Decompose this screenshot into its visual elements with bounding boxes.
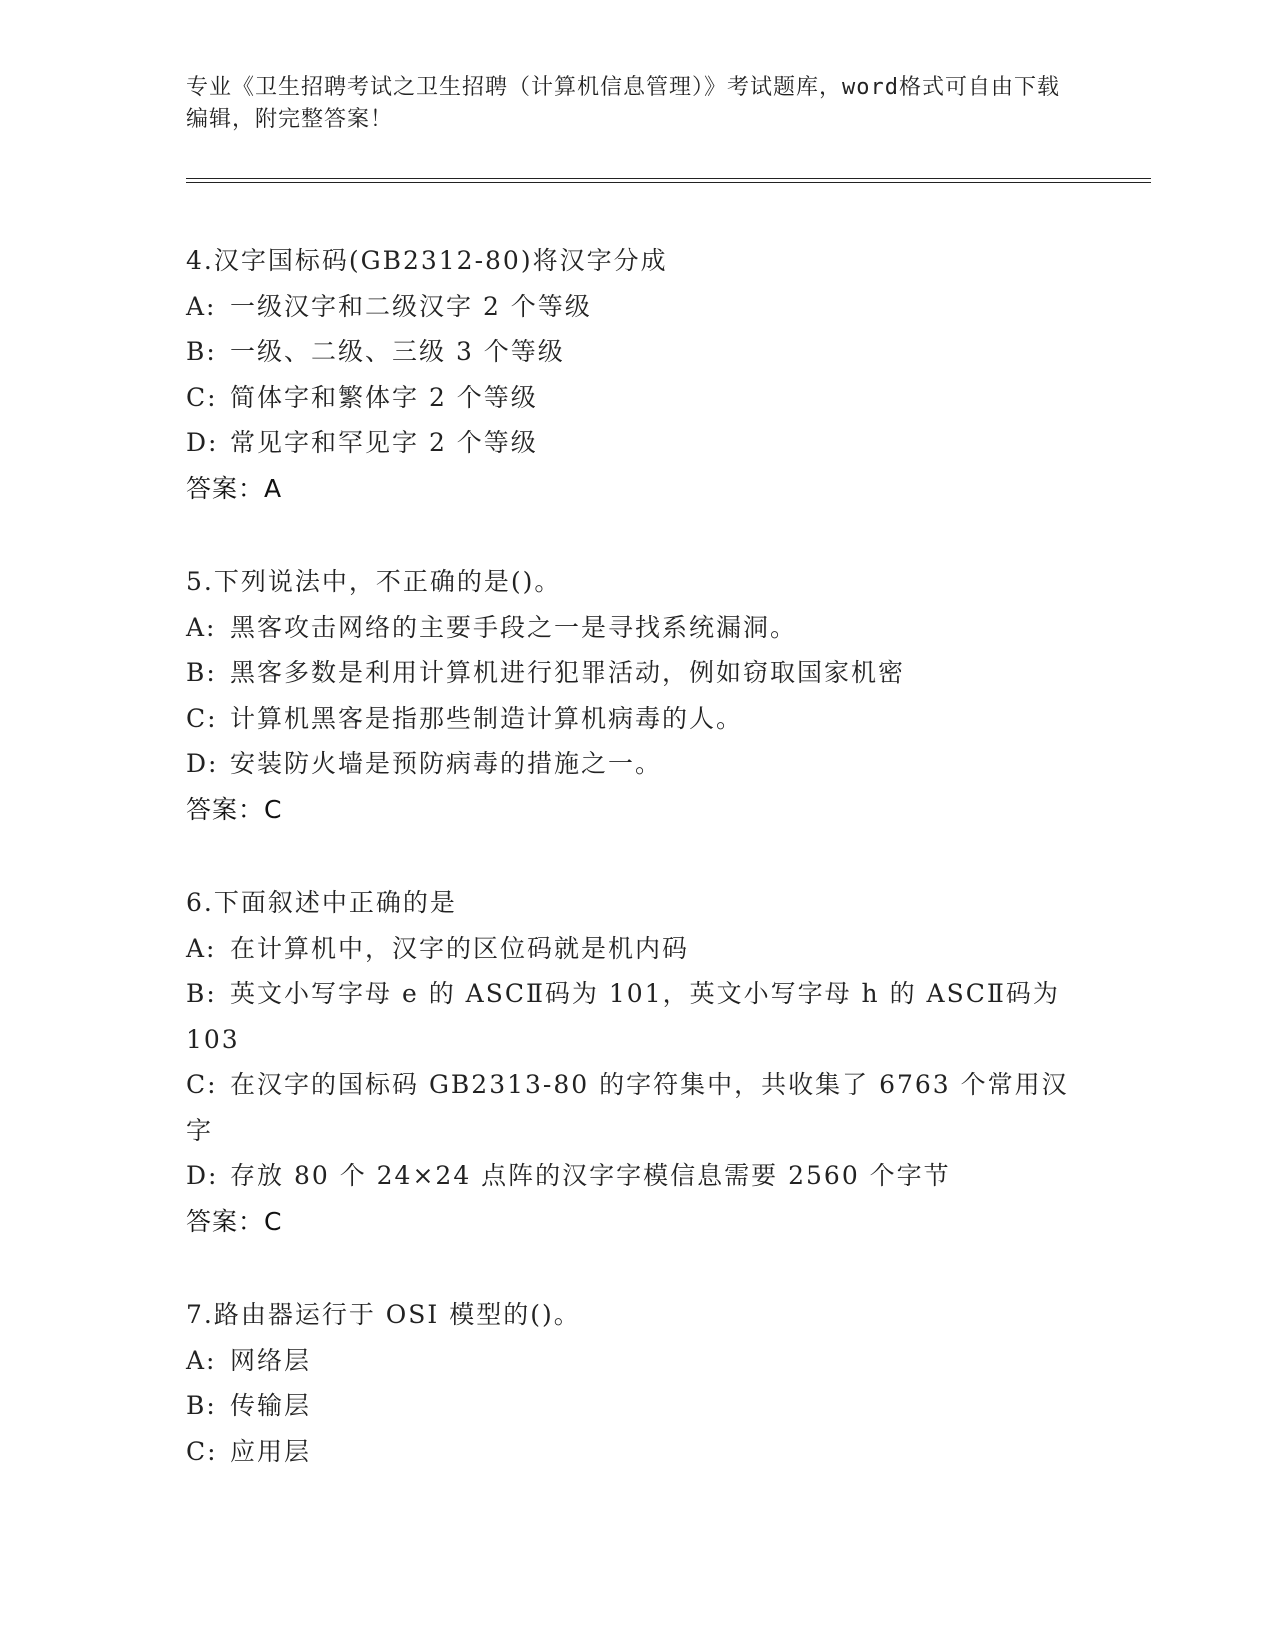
option-label: B:	[186, 1391, 217, 1420]
option-text: 简体字和繁体字 2 个等级	[230, 382, 538, 412]
option-label: A:	[186, 933, 217, 963]
option-text: 网络层	[230, 1345, 312, 1375]
question-6	[186, 880, 1076, 1244]
option-text: 黑客攻击网络的主要手段之一是寻找系统漏洞。	[230, 612, 798, 642]
option-label: A:	[186, 1345, 217, 1375]
option-label: D:	[186, 749, 219, 778]
option-label: D:	[186, 1161, 219, 1190]
option-c	[186, 1429, 1076, 1475]
answer-line: 答案：C	[186, 1206, 283, 1236]
option-c	[186, 375, 1076, 421]
header-rule-top	[186, 178, 1151, 179]
option-text: 在计算机中，汉字的区位码就是机内码	[230, 933, 690, 963]
document-header: 专业《卫生招聘考试之卫生招聘（计算机信息管理）》考试题库，word格式可自由下载编辑，附完整答案！	[186, 75, 1060, 132]
header-rule-bottom	[186, 182, 1151, 183]
answer-line: 答案：C	[186, 794, 283, 824]
option-label: D:	[186, 428, 219, 457]
option-label: B:	[186, 979, 217, 1008]
option-label: B:	[186, 658, 217, 687]
option-text: 计算机黑客是指那些制造计算机病毒的人。	[230, 703, 744, 733]
option-b	[186, 971, 1076, 1062]
question-stem: 7.路由器运行于 OSI 模型的()。	[186, 1300, 581, 1329]
option-text: 一级汉字和二级汉字 2 个等级	[230, 291, 592, 321]
question-list	[186, 238, 1076, 1522]
option-label: C:	[186, 703, 218, 733]
option-label: C:	[186, 1436, 218, 1466]
question-5	[186, 559, 1076, 832]
question-stem: 6.下面叙述中正确的是	[186, 888, 457, 917]
option-label: C:	[186, 1070, 218, 1099]
option-a	[186, 284, 1076, 330]
option-a	[186, 605, 1076, 651]
option-label: B:	[186, 337, 217, 366]
answer-line: 答案：A	[186, 473, 283, 503]
option-text: 英文小写字母 e 的 ASCⅡ码为 101，英文小写字母 h 的 ASCⅡ码为 103	[186, 979, 1060, 1054]
option-label: A:	[186, 612, 217, 642]
option-text: 安装防火墙是预防病毒的措施之一。	[230, 749, 663, 778]
option-b	[186, 650, 1076, 696]
option-text: 常见字和罕见字 2 个等级	[230, 428, 538, 457]
question-4	[186, 238, 1076, 511]
option-label: A:	[186, 291, 217, 321]
question-7	[186, 1292, 1076, 1474]
option-text: 传输层	[230, 1391, 312, 1420]
option-text: 存放 80 个 24×24 点阵的汉字字模信息需要 2560 个字节	[230, 1161, 951, 1190]
option-text: 一级、二级、三级 3 个等级	[230, 337, 565, 366]
option-b	[186, 1383, 1076, 1429]
option-b	[186, 329, 1076, 375]
question-stem: 5.下列说法中，不正确的是()。	[186, 567, 562, 596]
option-a	[186, 1338, 1076, 1384]
option-c	[186, 1062, 1076, 1153]
option-d	[186, 1153, 1076, 1199]
option-d	[186, 741, 1076, 787]
option-text: 黑客多数是利用计算机进行犯罪活动，例如窃取国家机密	[230, 658, 906, 687]
question-stem: 4.汉字国标码(GB2312-80)将汉字分成	[186, 246, 668, 275]
option-text: 应用层	[230, 1436, 312, 1466]
option-a	[186, 926, 1076, 972]
option-label: C:	[186, 382, 218, 412]
option-c	[186, 696, 1076, 742]
option-d	[186, 420, 1076, 466]
option-text: 在汉字的国标码 GB2313-80 的字符集中，共收集了 6763 个常用汉字	[186, 1070, 1069, 1145]
